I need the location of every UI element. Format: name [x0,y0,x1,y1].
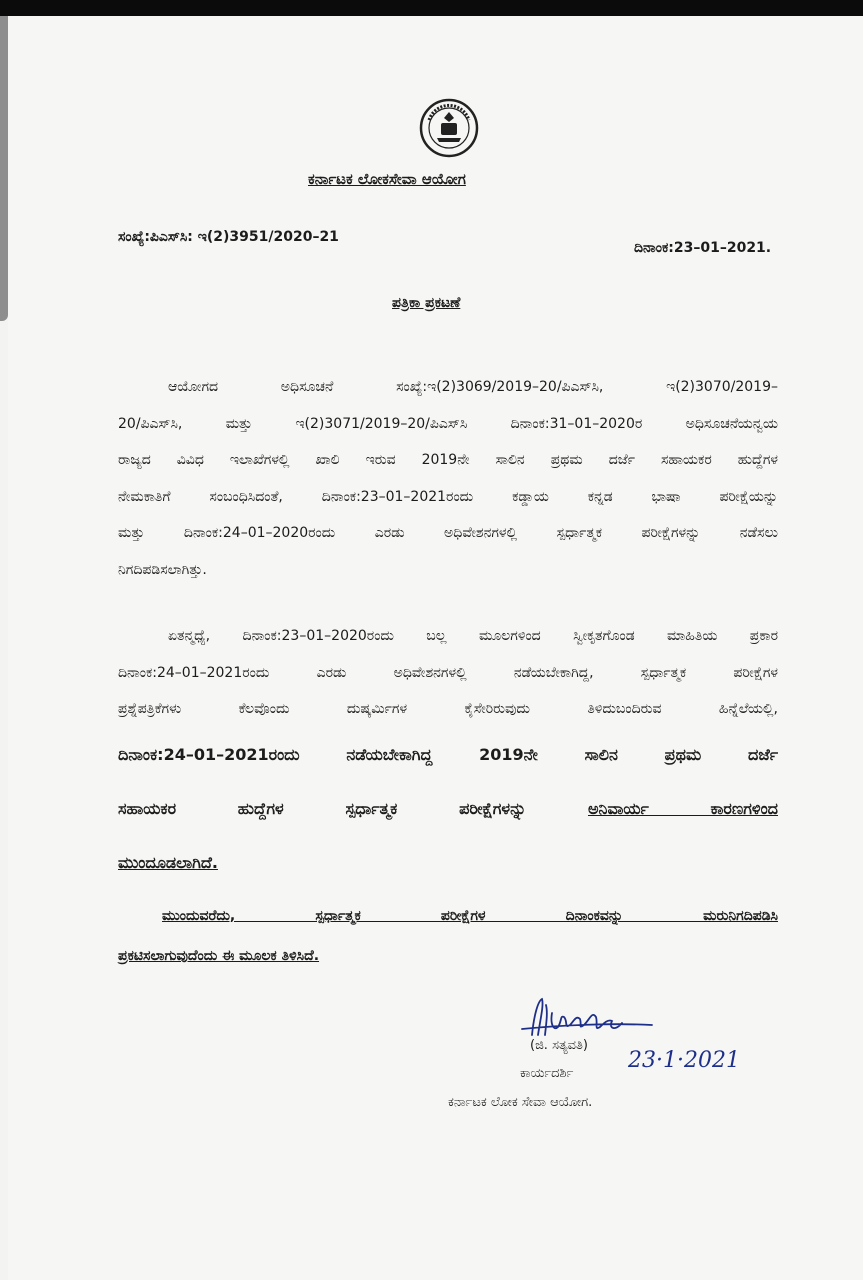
text-line: ದಿನಾಂಕ:24–01–2021ರಂದು ನಡೆಯಬೇಕಾಗಿದ್ದ 2019ನೇ ಸಾಲಿನ ಪ್ರಥಮ ದರ್ಜೆ [118,745,778,764]
text-line: ಮತ್ತು ದಿನಾಂಕ:24–01–2020ರಂದು ಎರಡು ಅಧಿವೇಶನಗಳಲ್ಲಿ ಸ್ಪರ್ಧಾತ್ಮಕ ಪರೀಕ್ಷೆಗಳನ್ನು ನಡೆಸಲು [118,525,778,541]
paragraph-leak-info [118,618,778,728]
underlined-postponed: ಮುಂದೂಡಲಾಗಿದೆ. [118,853,218,872]
kpsc-emblem-icon [419,98,479,158]
document-date: ದಿನಾಂಕ:23–01–2021. [634,240,772,256]
text-line: ಪ್ರಕಟಿಸಲಾಗುವುದೆಂದು ಈ ಮೂಲಕ ತಿಳಿಸಿದೆ. [118,948,320,964]
handwritten-date: 23·1·2021 [628,1048,740,1073]
text-line: ದಿನಾಂಕ:24–01–2021ರಂದು ಎರಡು ಅಧಿವೇಶನಗಳಲ್ಲಿ ನಡೆಯಬೇಕಾಗಿದ್ದ, ಸ್ಪರ್ಧಾತ್ಮಕ ಪರೀಕ್ಷೆಗಳ [118,664,778,681]
signatory-name: (ಜಿ. ಸತ್ಯವತಿ) [530,1038,588,1053]
org-title: ಕರ್ನಾಟಕ ಲೋಕಸೇವಾ ಆಯೋಗ [308,170,466,188]
text-line: ಮುಂದುವರೆದು, ಸ್ಪರ್ಧಾತ್ಮಕ ಪರೀಕ್ಷೆಗಳ ದಿನಾಂಕವನ್ನು ಮರುನಿಗದಿಪಡಿಸಿ [162,908,778,924]
paragraph-reschedule [118,896,778,976]
edge-handle[interactable] [0,16,8,321]
text-line: ಆಯೋಗದ ಅಧಿಸೂಚನೆ ಸಂಖ್ಯೆ:ಇ(2)3069/2019–20/ಪಿಎಸ್‌ಸಿ, ಇ(2)3070/2019– [168,379,778,395]
text-line: ಪ್ರಶ್ನೆಪತ್ರಿಕೆಗಳು ಕೆಲವೊಂದು ದುಷ್ಕರ್ಮಿಗಳ ಕೈಸೇರಿರುವುದು ತಿಳಿದುಬಂದಿರುವ ಹಿನ್ನೆಲೆಯಲ್ಲಿ, [118,701,778,717]
paragraph-notification [118,369,778,588]
text-line: 20/ಪಿಎಸ್‌ಸಿ, ಮತ್ತು ಇ(2)3071/2019–20/ಪಿಎಸ್‌ಸಿ ದಿನಾಂಕ:31–01–2020ರ ಅಧಿಸೂಚನೆಯನ್ವಯ [118,415,778,432]
status-bar [0,0,863,16]
text-line: ರಾಜ್ಯದ ವಿವಿಧ ಇಲಾಖೆಗಳಲ್ಲಿ ಖಾಲಿ ಇರುವ 2019ನೇ ಸಾಲಿನ ಪ್ರಥಮ ದರ್ಜೆ ಸಹಾಯಕರ ಹುದ್ದೆಗಳ [118,452,778,468]
text-line: ಏತನ್ಮಧ್ಯೆ, ದಿನಾಂಕ:23–01–2020ರಂದು ಬಲ್ಲ ಮೂಲಗಳಿಂದ ಸ್ವೀಕೃತಗೊಂಡ ಮಾಹಿತಿಯ ಪ್ರಕಾರ [168,628,778,644]
reference-number: ಸಂಖ್ಯೆ:ಪಿಎಸ್‌ಸಿ: ಇ(2)3951/2020–21 [118,229,339,245]
signatory-designation: ಕಾರ್ಯದರ್ಶಿ [520,1066,574,1081]
underlined-reason: ಅನಿವಾರ್ಯ ಕಾರಣಗಳಿಂದ [588,799,778,818]
press-release-heading: ಪತ್ರಿಕಾ ಪ್ರಕಟಣೆ [392,295,461,311]
text-line: ನೇಮಕಾತಿಗೆ ಸಂಬಂಧಿಸಿದಂತೆ, ದಿನಾಂಕ:23–01–2021ರಂದು ಕಡ್ಡಾಯ ಕನ್ನಡ ಭಾಷಾ ಪರೀಕ್ಷೆಯನ್ನು [118,488,778,505]
postponement-notice [118,728,778,890]
text-line: ನಿಗದಿಪಡಿಸಲಾಗಿತ್ತು. [118,561,207,578]
signatory-organization: ಕರ್ನಾಟಕ ಲೋಕ ಸೇವಾ ಆಯೋಗ. [448,1095,593,1110]
text-segment: ಸಹಾಯಕರ ಹುದ್ದೆಗಳ ಸ್ಪರ್ಧಾತ್ಮಕ ಪರೀಕ್ಷೆಗಳನ್ನು [118,799,527,818]
text-line [118,836,778,890]
text-line [118,782,778,836]
